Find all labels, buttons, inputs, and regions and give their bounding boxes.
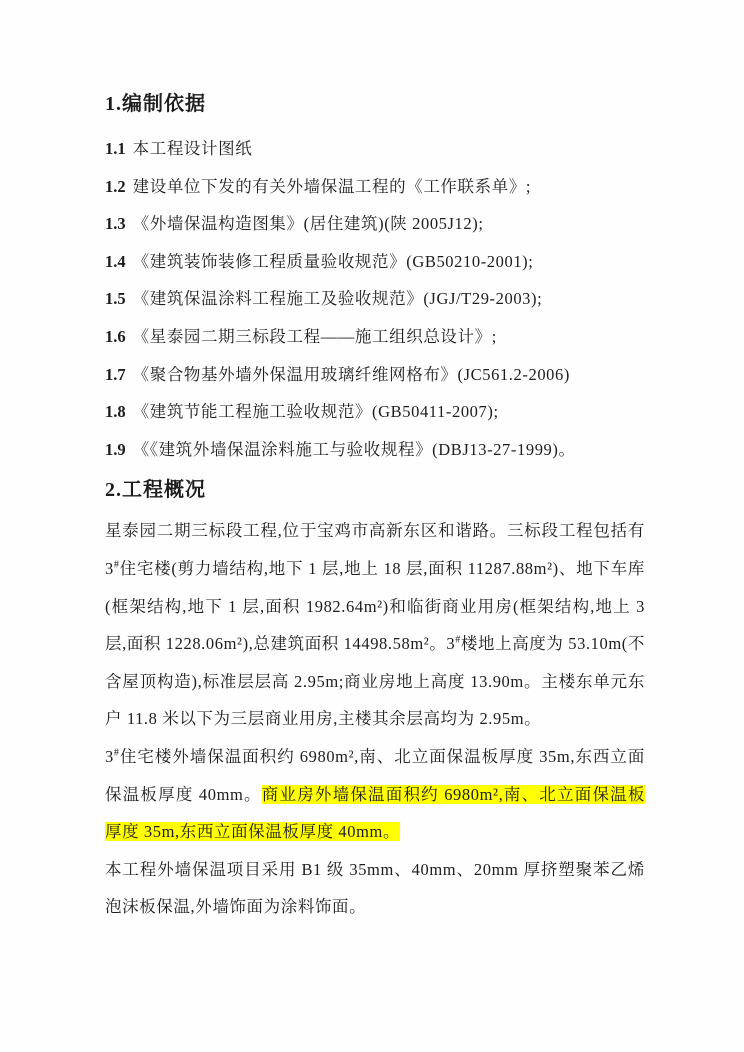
list-item bbox=[105, 243, 645, 281]
paragraph-text: 星泰园二期三标段工程,位于宝鸡市高新东区和谐路。三标段工程包括有 3 bbox=[105, 521, 645, 578]
list-item bbox=[105, 168, 645, 206]
list-item bbox=[105, 280, 645, 318]
list-item bbox=[105, 393, 645, 431]
paragraph-text: 住宅楼(剪力墙结构,地下 1 层,地上 18 层,面积 11287.88m²)、地下车库(框架结构,地下 1 层,面积 1982.64m²)和临街商业用房(框架结构,地上 3 层,面积 1228.06m²),总建筑面积 14498.58m²。3 bbox=[105, 558, 645, 654]
list-item bbox=[105, 130, 645, 168]
paragraph-text: 3 bbox=[105, 746, 114, 766]
paragraph-insulation-area bbox=[105, 738, 645, 851]
item-text: 《建筑装饰装修工程质量验收规范》(GB50210-2001); bbox=[132, 251, 534, 271]
item-number: 1.5 bbox=[105, 289, 126, 309]
paragraph-project-overview bbox=[105, 512, 645, 738]
list-item bbox=[105, 431, 645, 469]
item-number: 1.3 bbox=[105, 214, 126, 234]
item-text: 本工程设计图纸 bbox=[132, 139, 253, 158]
section-2-heading: 2.工程概况 bbox=[105, 479, 206, 502]
list-item bbox=[105, 318, 645, 356]
item-text: 建设单位下发的有关外墙保温工程的《工作联系单》; bbox=[132, 176, 532, 196]
item-number: 1.1 bbox=[105, 139, 126, 158]
item-text: 《星泰园二期三标段工程——施工组织总设计》; bbox=[132, 326, 497, 346]
list-item bbox=[105, 205, 645, 243]
item-text: 《建筑节能工程施工验收规范》(GB50411-2007); bbox=[132, 402, 499, 422]
section-1-heading: 1.编制依据 bbox=[105, 93, 206, 115]
superscript-hash: # bbox=[113, 747, 120, 759]
item-number: 1.8 bbox=[105, 402, 126, 422]
list-item bbox=[105, 356, 645, 394]
item-number: 1.2 bbox=[105, 176, 126, 196]
item-number: 1.7 bbox=[105, 364, 126, 384]
item-number: 1.9 bbox=[105, 439, 126, 459]
highlighted-text: 商业房外墙保温面积约 6980m²,南、北立面保温板厚度 35m,东西立面保温板厚度 40mm。 bbox=[105, 784, 645, 842]
superscript-hash: # bbox=[455, 634, 461, 646]
reference-list bbox=[105, 130, 645, 468]
item-text: 《外墙保温构造图集》(居住建筑)(陕 2005J12); bbox=[132, 214, 484, 234]
superscript-hash: # bbox=[113, 559, 120, 571]
item-text: 《《建筑外墙保温涂料施工与验收规程》(DBJ13-27-1999)。 bbox=[132, 439, 576, 459]
paragraph-materials: 本工程外墙保温项目采用 B1 级 35mm、40mm、20mm 厚挤塑聚苯乙烯泡沫板保温,外墙饰面为涂料饰面。 bbox=[105, 859, 645, 917]
paragraph-text: 楼地上高度为 53.10m(不含屋顶构造),标准层层高 2.95m;商业房地上高度 13.90m。主楼东单元东户 11.8 米以下为三层商业用房,主楼其余层高均为 2.95m。 bbox=[105, 634, 645, 729]
item-text: 《聚合物基外墙外保温用玻璃纤维网格布》(JC561.2-2006) bbox=[132, 364, 570, 384]
item-number: 1.6 bbox=[105, 326, 126, 346]
paragraph-text: 住宅楼外墙保温面积约 6980m²,南、北立面保温板厚度 35m,东西立面保温板厚度 40mm。 bbox=[105, 746, 645, 804]
item-number: 1.4 bbox=[105, 251, 126, 271]
item-text: 《建筑保温涂料工程施工及验收规范》(JGJ/T29-2003); bbox=[132, 289, 543, 309]
